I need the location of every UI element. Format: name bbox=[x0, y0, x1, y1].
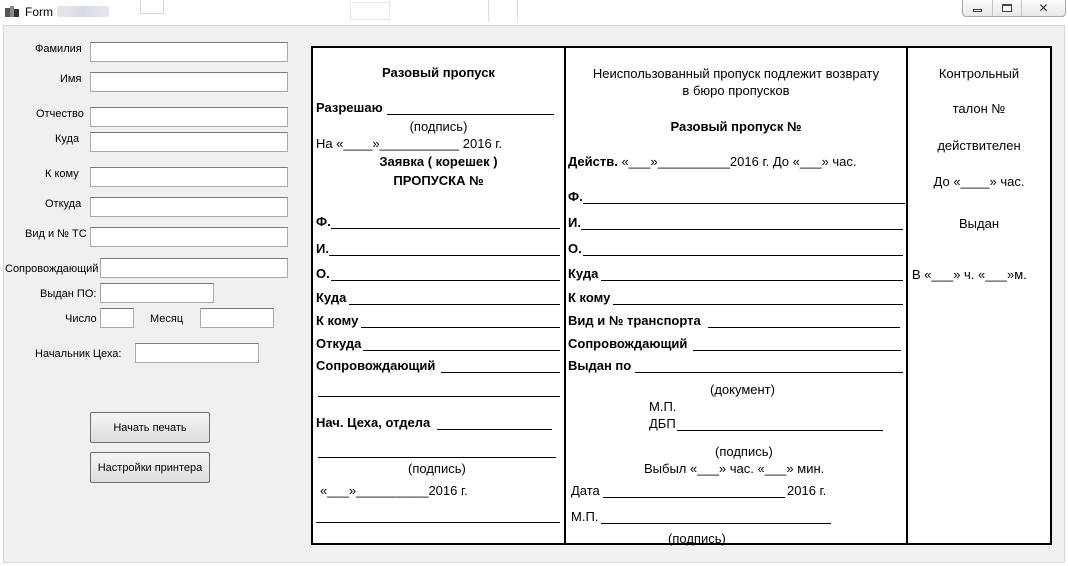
otchestvo-input[interactable] bbox=[90, 107, 288, 127]
background-decoration bbox=[488, 0, 518, 22]
main-deyst: Действ. bbox=[568, 154, 618, 169]
main-deyst-rest: «___»__________2016 г. До «___» час. bbox=[621, 154, 857, 169]
underline bbox=[613, 304, 903, 305]
underline bbox=[318, 396, 560, 397]
main-f: Ф. bbox=[568, 189, 583, 204]
main-note2: в бюро пропусков bbox=[682, 83, 790, 98]
app-icon bbox=[5, 5, 19, 17]
main-document: (документ) bbox=[710, 382, 775, 397]
main-vid: Вид и № транспорта bbox=[568, 313, 701, 328]
close-icon: ✕ bbox=[1038, 1, 1049, 15]
nachalnik-label: Начальник Цеха: bbox=[35, 348, 122, 360]
main-mp2: М.П. bbox=[571, 509, 599, 524]
underline bbox=[437, 429, 552, 430]
stub-kuda: Куда bbox=[316, 290, 347, 305]
komu-label: К кому bbox=[45, 168, 79, 180]
vid-ts-label: Вид и № ТС bbox=[25, 228, 87, 240]
column-divider bbox=[906, 48, 908, 543]
underline bbox=[583, 203, 905, 204]
pass-document bbox=[311, 46, 1052, 545]
control-line5: Выдан bbox=[958, 216, 999, 231]
underline bbox=[693, 350, 901, 351]
title-redaction bbox=[57, 6, 109, 17]
window-controls bbox=[962, 0, 1066, 17]
underline bbox=[583, 255, 903, 256]
vydan-input[interactable] bbox=[100, 283, 214, 303]
maximize-icon bbox=[1002, 4, 1012, 12]
main-o: О. bbox=[568, 241, 582, 256]
main-i: И. bbox=[568, 215, 581, 230]
minimize-button[interactable] bbox=[963, 0, 993, 16]
main-deyst-line bbox=[568, 154, 857, 170]
underline bbox=[361, 327, 560, 328]
familiya-label: Фамилия bbox=[35, 43, 82, 55]
main-soprov: Сопровождающий bbox=[568, 336, 688, 351]
underline bbox=[331, 228, 560, 229]
komu-input[interactable] bbox=[90, 167, 288, 187]
vid-ts-input[interactable] bbox=[90, 227, 288, 247]
printer-settings-button[interactable]: Настройки принтера bbox=[90, 452, 210, 483]
stub-podpis: (подпись) bbox=[409, 119, 468, 134]
kuda-input[interactable] bbox=[90, 132, 288, 152]
main-data: Дата bbox=[571, 483, 600, 498]
underline bbox=[677, 430, 883, 431]
main-dbp: ДБП bbox=[649, 416, 676, 431]
control-line1: Контрольный bbox=[938, 66, 1020, 81]
mesyac-label: Месяц bbox=[150, 313, 184, 325]
main-vybyl: Выбыл «___» час. «___» мин. bbox=[644, 461, 825, 476]
underline bbox=[601, 523, 831, 524]
maximize-button[interactable] bbox=[993, 0, 1023, 16]
chislo-label: Число bbox=[65, 313, 97, 325]
underline bbox=[349, 304, 560, 305]
underline bbox=[363, 350, 560, 351]
background-decoration bbox=[140, 0, 164, 14]
underline bbox=[316, 522, 560, 523]
otkuda-input[interactable] bbox=[90, 197, 288, 217]
title-bar bbox=[0, 0, 1068, 24]
minimize-icon bbox=[973, 9, 982, 12]
stub-i: И. bbox=[316, 241, 329, 256]
stub-soprov: Сопровождающий bbox=[316, 358, 436, 373]
imya-label: Имя bbox=[60, 73, 82, 85]
stub-komu: К кому bbox=[316, 313, 359, 328]
stub-o: О. bbox=[316, 266, 330, 281]
vydan-label: Выдан ПО: bbox=[40, 288, 97, 300]
main-vydan: Выдан по bbox=[568, 358, 632, 373]
underline bbox=[708, 327, 900, 328]
soprov-input[interactable] bbox=[100, 258, 288, 278]
mesyac-input[interactable] bbox=[200, 308, 274, 328]
stub-razreshayu: Разрешаю bbox=[316, 100, 383, 115]
main-podpis2: (подпись) bbox=[668, 531, 726, 546]
stub-nach: Нач. Цеха, отдела bbox=[316, 415, 431, 430]
stub-propuska: ПРОПУСКА № bbox=[393, 173, 484, 188]
stub-otkuda: Откуда bbox=[316, 336, 362, 351]
main-data-year: 2016 г. bbox=[787, 483, 827, 498]
kuda-label: Куда bbox=[55, 133, 80, 145]
control-line4: До «____» час. bbox=[933, 174, 1025, 189]
underline bbox=[635, 372, 903, 373]
control-line2: талон № bbox=[952, 101, 1006, 116]
underline bbox=[581, 229, 903, 230]
otchestvo-label: Отчество bbox=[36, 108, 84, 120]
underline bbox=[329, 255, 560, 256]
soprov-label: Сопровождающий bbox=[5, 263, 99, 275]
nachalnik-input[interactable] bbox=[135, 343, 259, 363]
underline bbox=[318, 457, 556, 458]
underline bbox=[441, 372, 560, 373]
control-line3: действителен bbox=[937, 138, 1021, 153]
window-title: Form bbox=[25, 5, 53, 19]
stub-na-date: На «____»___________ 2016 г. bbox=[316, 136, 503, 151]
start-print-button[interactable]: Начать печать bbox=[90, 412, 210, 443]
underline bbox=[601, 280, 903, 281]
underline bbox=[387, 114, 554, 115]
background-decoration bbox=[350, 2, 390, 20]
underline bbox=[603, 497, 785, 498]
stub-date: «___»__________2016 г. bbox=[320, 483, 468, 498]
main-komu: К кому bbox=[568, 290, 611, 305]
main-mp: М.П. bbox=[649, 399, 677, 414]
imya-input[interactable] bbox=[90, 72, 288, 92]
main-note: Неиспользованный пропуск подлежит возврату bbox=[592, 66, 880, 81]
stub-zayavka: Заявка ( корешек ) bbox=[379, 154, 498, 169]
main-kuda: Куда bbox=[568, 266, 599, 281]
main-podpis: (подпись) bbox=[715, 444, 773, 459]
stub-podpis2: (подпись) bbox=[408, 461, 466, 476]
underline bbox=[331, 280, 560, 281]
chislo-input[interactable] bbox=[100, 308, 134, 328]
stub-f: Ф. bbox=[316, 214, 331, 229]
control-line6: В «___» ч. «___»м. bbox=[912, 267, 1027, 282]
familiya-input[interactable] bbox=[90, 42, 288, 62]
otkuda-label: Откуда bbox=[45, 198, 82, 210]
main-title: Разовый пропуск № bbox=[670, 119, 802, 134]
stub-title: Разовый пропуск bbox=[382, 65, 495, 80]
close-button[interactable] bbox=[1022, 0, 1065, 16]
